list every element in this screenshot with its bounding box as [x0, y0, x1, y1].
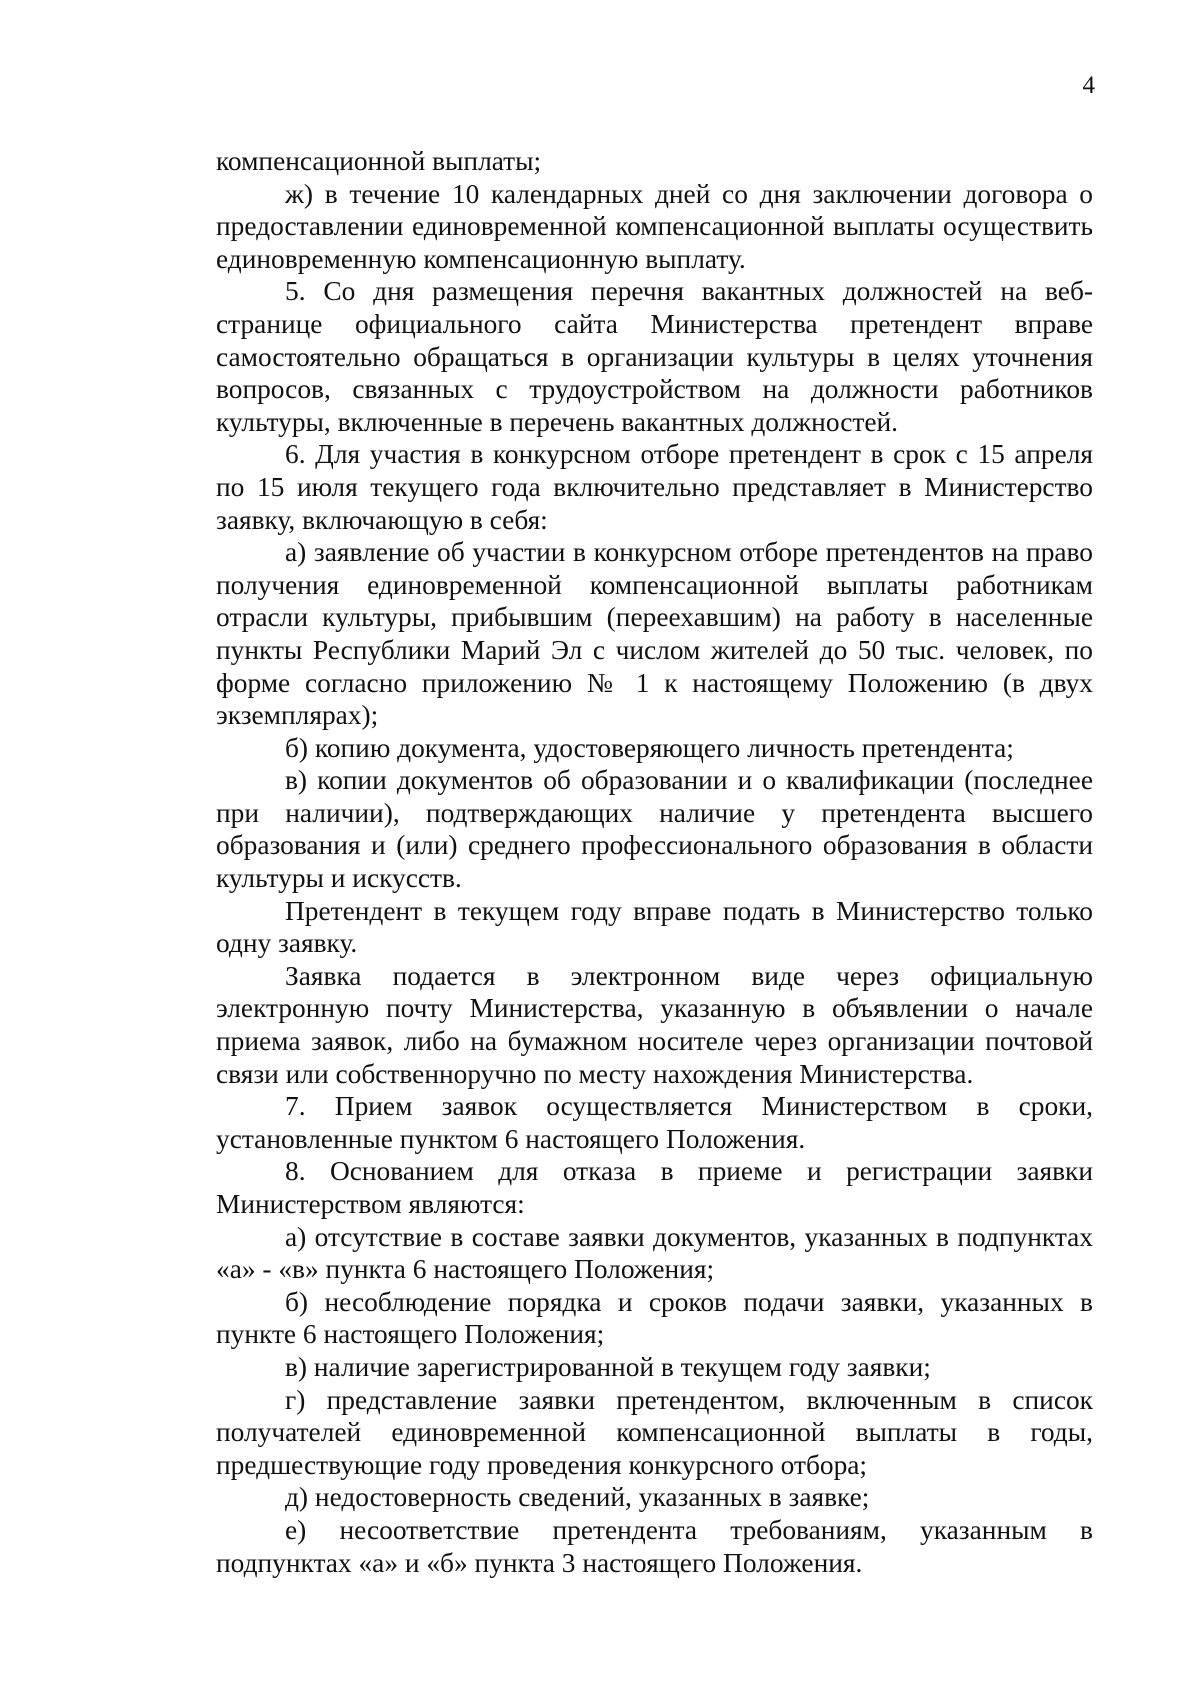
paragraph-item-8-g: г) представление заявки претендентом, включенным в список получателей единовременной компенсационной выплаты в годы, предшествующие году проведения конкурсного отбора;	[216, 1384, 1093, 1480]
paragraph-item-8-e: е) несоответствие претендента требованиям, указанным в подпунктах «а» и «б» пункта 3 настоящего Положения.	[216, 1514, 1093, 1578]
paragraph-subitem-zh: ж) в течение 10 календарных дней со дня заключении договора о предоставлении единовременной компенсационной выплаты осуществить единовременную компенсационную выплату.	[216, 178, 1093, 274]
paragraph-item-6-b: б) копию документа, удостоверяющего личность претендента;	[285, 732, 1014, 763]
paragraph-continuation: компенсационной выплаты;	[216, 146, 542, 176]
paragraph-item-6: 6. Для участия в конкурсном отборе претендент в срок с 15 апреля по 15 июля текущего года включительно представляет в Министерство заявку, включающую в себя:	[216, 439, 1093, 535]
paragraph-item-8-a: а) отсутствие в составе заявки документов, указанных в подпунктах «а» - «в» пункта 6 настоящего Положения;	[216, 1221, 1093, 1285]
paragraph-item-8: 8. Основанием для отказа в приеме и регистрации заявки Министерством являются:	[216, 1156, 1093, 1219]
paragraph-item-8-d: д) недостоверность сведений, указанных в заявке;	[285, 1482, 870, 1513]
paragraph-item-8-v: в) наличие зарегистрированной в текущем году заявки;	[285, 1351, 931, 1382]
paragraph-submission-method: Заявка подается в электронном виде через официальную электронную почту Министерства, указанную в объявлении о начале приема заявок, либо на бумажном носителе через организации почтовой связи или собственноручно по месту нахождения Министерства.	[216, 960, 1093, 1089]
page-number: 4	[1082, 72, 1095, 99]
paragraph-item-6-a: а) заявление об участии в конкурсном отборе претендентов на право получения единовременной компенсационной выплаты работникам отрасли культуры, прибывшим (переехавшим) на работу в населенные пункты Республики Марий Эл с числом жителей до 50 тыс. человек, по форме согласно приложению № 1 к настоящему Положению (в двух экземплярах);	[216, 537, 1093, 731]
paragraph-item-8-b: б) несоблюдение порядка и сроков подачи заявки, указанных в пункте 6 настоящего Положения;	[216, 1286, 1093, 1350]
paragraph-item-7: 7. Прием заявок осуществляется Министерством в сроки, установленные пунктом 6 настоящего Положения.	[216, 1091, 1093, 1154]
paragraph-single-application: Претендент в текущем году вправе подать в Министерство только одну заявку.	[216, 895, 1093, 959]
paragraph-item-6-v: в) копии документов об образовании и о квалификации (последнее при наличии), подтверждающих наличие у претендента высшего образования и (или) среднего профессионального образования в области культуры и искусств.	[216, 765, 1093, 894]
document-body	[216, 145, 1093, 1579]
paragraph-item-5: 5. Со дня размещения перечня вакантных должностей на веб-странице официального сайта Министерства претендент вправе самостоятельно обращаться в организации культуры в целях уточнения вопросов, связанных с трудоустройством на должности работников культуры, включенные в перечень вакантных должностей.	[216, 276, 1093, 437]
